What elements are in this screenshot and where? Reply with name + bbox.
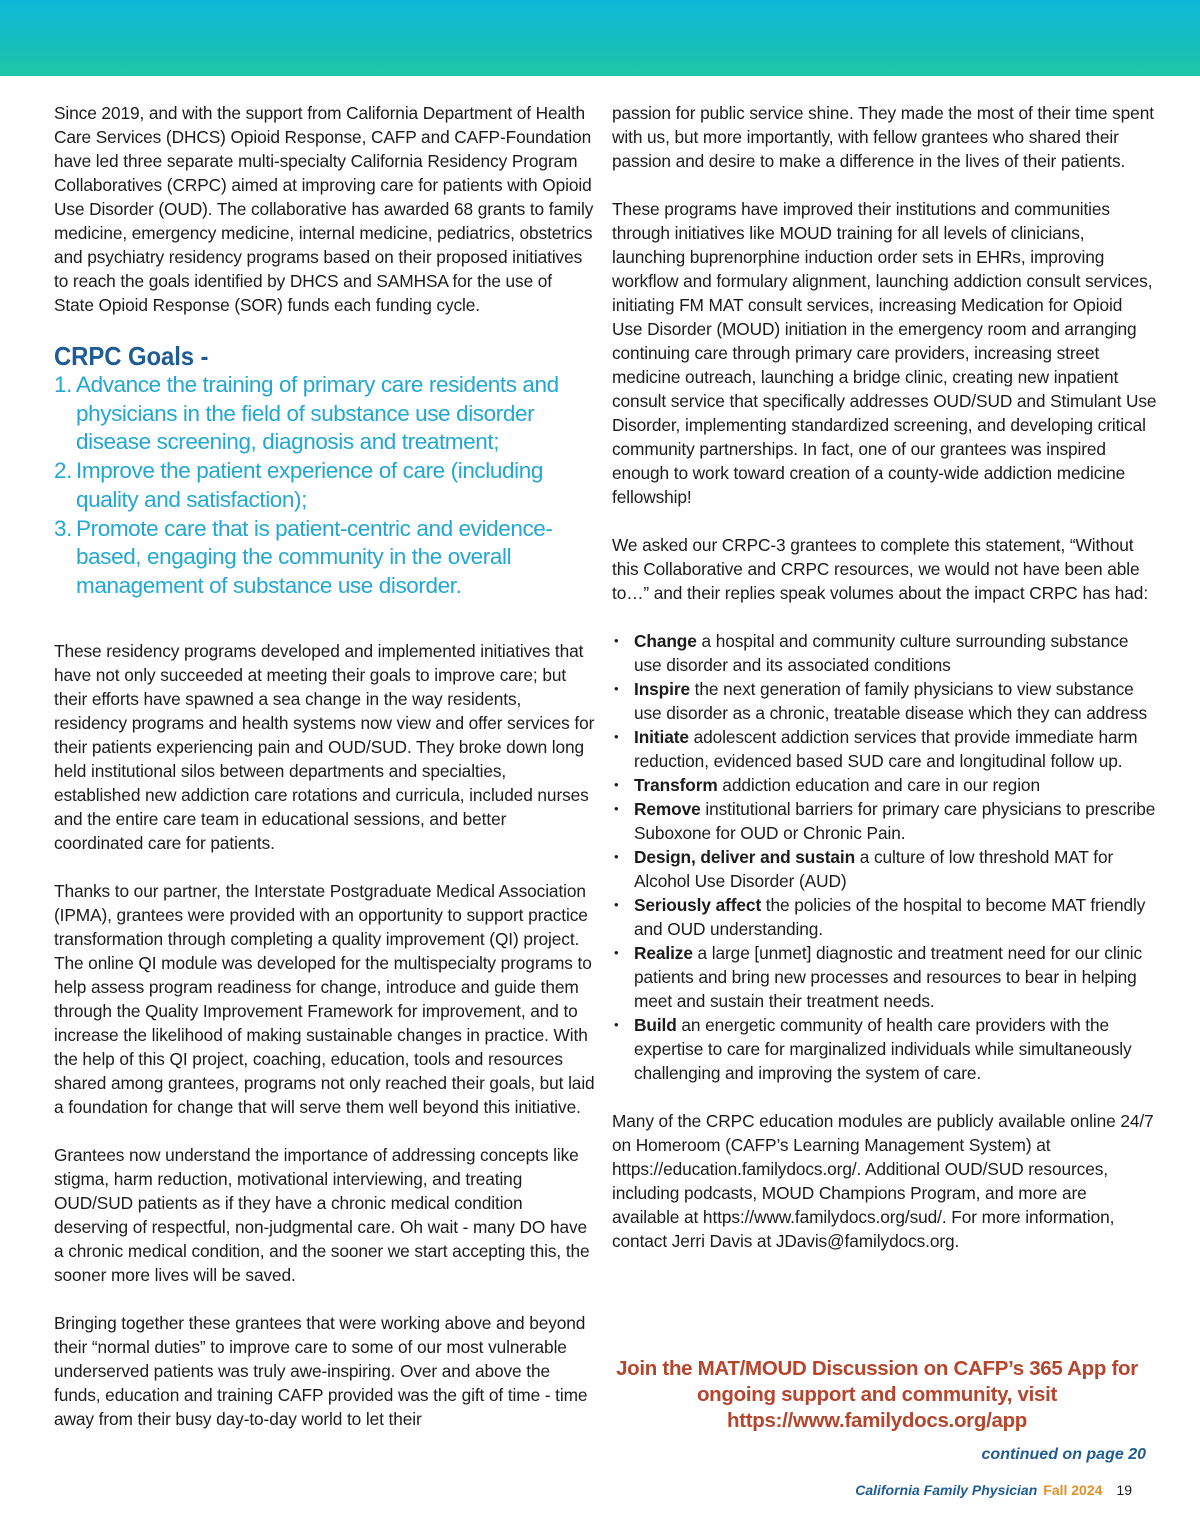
goals-heading: CRPC Goals - xyxy=(54,341,209,371)
continued-note: continued on page 20 xyxy=(981,1446,1146,1463)
programs-paragraph: These residency programs developed and implemented initiatives that have not only succeeded at meeting their goals to improve care; but their efforts have spawned a sea change in the way residents, residency programs and health systems now view and offer services for their patients experiencing pain and OUD/SUD. They broke down long held institutional silos between departments and specialties, established new addiction care rotations and curricula, included nurses and the entire care team in educational sessions, and better coordinated care for patients. xyxy=(54,640,595,853)
bullet-item: • Design, deliver and sustain a culture of low threshold MAT for Alcohol Use Disorder (AUD) xyxy=(612,845,1157,893)
publication-title: California Family Physician xyxy=(855,1482,1038,1498)
goal-item xyxy=(54,457,596,514)
bullet-item: • Change a hospital and community culture surrounding substance use disorder and its associated conditions xyxy=(612,629,1157,677)
passion-paragraph: passion for public service shine. They made the most of their time spent with us, but more importantly, with fellow grantees who shared their passion and desire to make a difference in the lives of their patients. xyxy=(612,103,1154,171)
modules-paragraph: Many of the CRPC education modules are publicly available online 24/7 on Homeroom (CAFP’s Learning Management System) at https://education.familydocs.org/. Additional OUD/SUD resources, including podcasts, MOUD Champions Program, and more are available at https://www.familydocs.org/sud/. For more information, contact Jerri Davis at JDavis@familydocs.org. xyxy=(612,1111,1154,1251)
goal-number: 2. xyxy=(54,458,72,484)
goal-item xyxy=(54,371,596,457)
app-callout-link[interactable]: https://www.familydocs.org/app xyxy=(726,1409,1028,1432)
app-callout-line-1: Join the MAT/MOUD Discussion on CAFP’s 365 App for xyxy=(616,1357,1138,1380)
issue-label: Fall 2024 xyxy=(1043,1482,1103,1498)
header-color-band xyxy=(0,0,1200,76)
bullet-item: • Build an energetic community of health care providers with the expertise to care for marginalized individuals while simultaneously challenging and improving the system of care. xyxy=(612,1013,1157,1085)
improved-paragraph: These programs have improved their institutions and communities through initiatives like MOUD training for all levels of clinicians, launching buprenorphine induction order sets in EHRs, improving workflow and formulary alignment, launching addiction consult services, initiating FM MAT consult services, increasing Medication for Opioid Use Disorder (MOUD) initiation in the emergency room and arranging continuing care through primary care providers, increasing street medicine outreach, launching a bridge clinic, creating new inpatient consult service that specifically addresses OUD/SUD and Stimulant Use Disorder, implementing standardized screening, and developing critical community partnerships. In fact, one of our grantees was inspired enough to work toward creation of a county-wide addiction medicine fellowship! xyxy=(612,199,1157,507)
impact-bullet-list xyxy=(612,629,1157,1085)
grantees-paragraph: Grantees now understand the importance of addressing concepts like stigma, harm reduction, motivational interviewing, and treating OUD/SUD patients as if they have a chronic medical condition deserving of respectful, non-judgmental care. Oh wait - many DO have a chronic medical condition, and the sooner we start accepting this, the sooner more lives will be saved. xyxy=(54,1144,590,1285)
goal-text: Promote care that is patient-centric and evidence-based, engaging the community in the overall management of substance use disorder. xyxy=(76,515,553,598)
goal-text: Advance the training of primary care residents and physicians in the field of substance use disorder disease screening, diagnosis and treatment; xyxy=(76,372,559,455)
page-number: 19 xyxy=(1116,1482,1132,1498)
ipma-paragraph: Thanks to our partner, the Interstate Postgraduate Medical Association (IPMA), grantees were provided with an opportunity to support practice transformation through completing a quality improvement (QI) project. The online QI module was developed for the multispecialty programs to help assess program readiness for change, introduce and guide them through the Quality Improvement Framework for improvement, and to increase the likelihood of making sustainable changes in practice. With the help of this QI project, coaching, education, tools and resources shared among grantees, programs not only reached their goals, but laid a foundation for change that will serve them well beyond this initiative. xyxy=(54,880,595,1117)
bullet-item: • Transform addiction education and care in our region xyxy=(612,773,1157,797)
app-callout xyxy=(612,1356,1142,1434)
goal-text: Improve the patient experience of care (including quality and satisfaction); xyxy=(76,458,543,512)
right-column xyxy=(612,101,1157,1277)
goal-item xyxy=(54,515,596,601)
bringing-together-paragraph: Bringing together these grantees that were working above and beyond their “normal duties” to improve care to some of our most vulnerable underserved patients was truly awe-inspiring. Over and above the funds, education and training CAFP provided was the gift of time - time away from their busy day-to-day world to let their xyxy=(54,1312,588,1429)
left-column xyxy=(54,101,596,1455)
goal-number: 3. xyxy=(54,515,72,541)
bullet-item: • Seriously affect the policies of the hospital to become MAT friendly and OUD understanding. xyxy=(612,893,1157,941)
intro-paragraph: Since 2019, and with the support from California Department of Health Care Services (DHCS) Opioid Response, CAFP and CAFP-Foundation have led three separate multi-specialty California Residency Program Collaboratives (CRPC) aimed at improving care for patients with Opioid Use Disorder (OUD). The collaborative has awarded 68 grants to family medicine, emergency medicine, internal medicine, pediatrics, obstetrics and psychiatry residency programs based on their proposed initiatives to reach the goals identified by DHCS and SAMHSA for the use of State Opioid Response (SOR) funds each funding cycle. xyxy=(54,103,594,315)
asked-paragraph: We asked our CRPC-3 grantees to complete this statement, “Without this Collaborative and CRPC resources, we would not have been able to…” and their replies speak volumes about the impact CRPC has had: xyxy=(612,535,1149,603)
bullet-item: • Initiate adolescent addiction services that provide immediate harm reduction, evidenced based SUD care and longitudinal follow up. xyxy=(612,725,1157,773)
bullet-item: • Remove institutional barriers for primary care physicians to prescribe Suboxone for OUD or Chronic Pain. xyxy=(612,797,1157,845)
app-callout-line-2: ongoing support and community, visit xyxy=(696,1383,1058,1406)
page-footer xyxy=(855,1482,1132,1498)
bullet-item: • Inspire the next generation of family physicians to view substance use disorder as a chronic, treatable disease which they can address xyxy=(612,677,1157,725)
bullet-item: • Realize a large [unmet] diagnostic and treatment need for our clinic patients and bring new processes and resources to bear in helping meet and sustain their treatment needs. xyxy=(612,941,1157,1013)
goal-number: 1. xyxy=(54,372,72,397)
goals-list xyxy=(54,371,596,601)
